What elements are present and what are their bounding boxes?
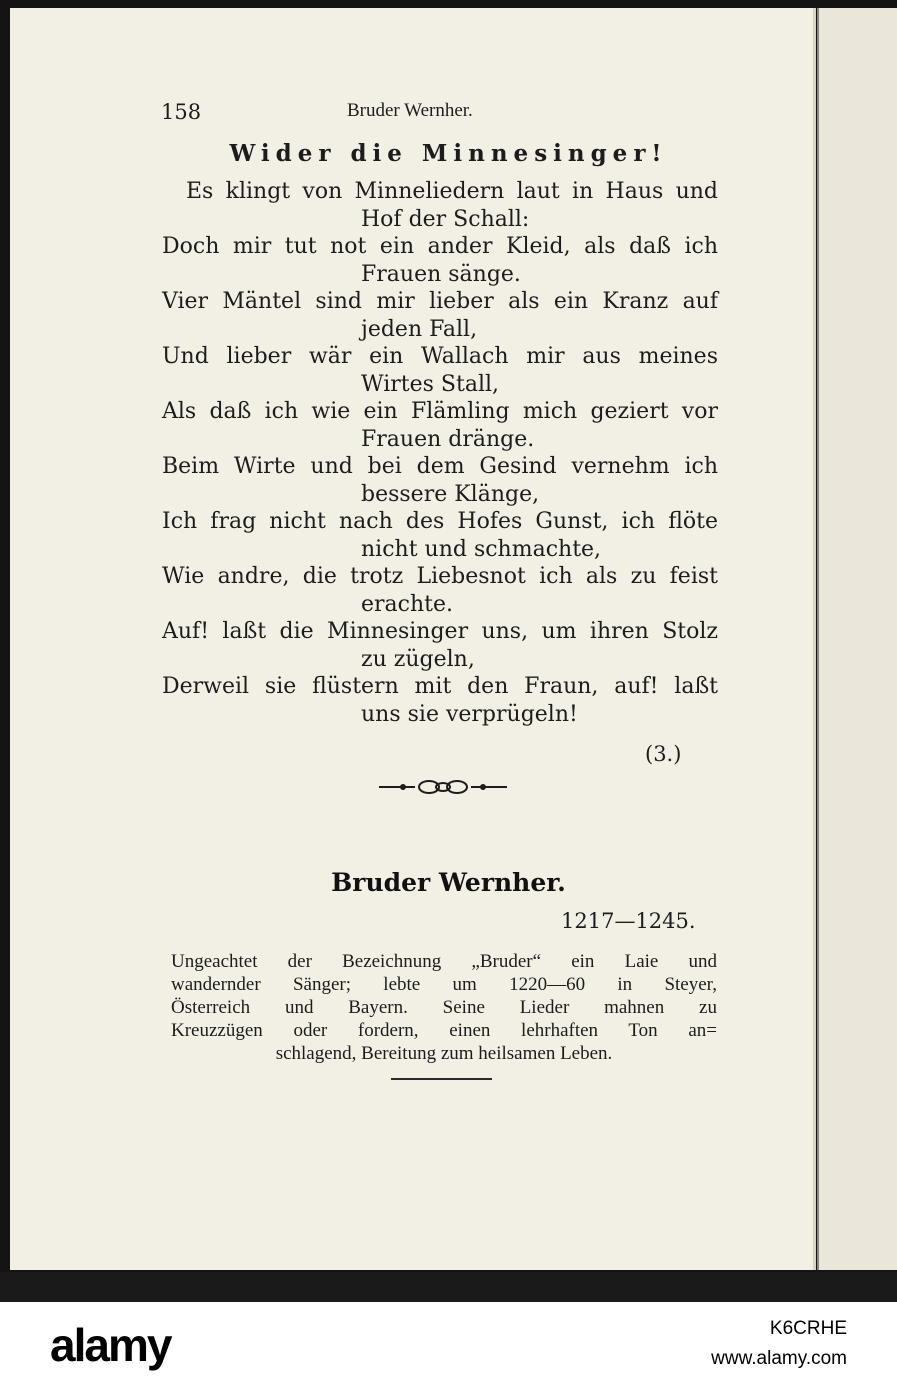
poem-title: Wider die Minnesinger! (229, 140, 668, 167)
section-rule (391, 1078, 492, 1080)
poem-line: Auf! laßt die Minnesinger uns, um ihren Stolz (162, 619, 718, 644)
page-number: 158 (161, 100, 202, 124)
poem-line-continuation: zu zügeln, (361, 646, 475, 672)
poem-line: Vier Mäntel sind mir lieber als ein Kranz auf (162, 289, 718, 314)
site-url: www.alamy.com (711, 1348, 847, 1369)
image-id: K6CRHE (769, 1318, 847, 1339)
bio-line: wandernder Sänger; lebte um 1220—60 in Steyer, (171, 974, 717, 995)
alamy-logo: alamy (50, 1319, 171, 1371)
poem-line-continuation: erachte. (361, 591, 453, 617)
poem-line: Und lieber wär ein Wallach mir aus meines (162, 344, 718, 369)
poem-line: Es klingt von Minneliedern laut in Haus und (186, 179, 718, 204)
bio-line: Kreuzzügen oder fordern, einen lehrhaften Ton an= (171, 1020, 717, 1041)
poem-line-continuation: Frauen sänge. (361, 261, 521, 287)
poem-line: Beim Wirte und bei dem Gesind vernehm ich (162, 454, 718, 479)
poem-number: (3.) (645, 742, 682, 766)
watermark-footer (0, 1302, 897, 1390)
poem-line-continuation: uns sie verprügeln! (361, 701, 578, 727)
poem-line: Ich frag nicht nach des Hofes Gunst, ich flöte (162, 509, 718, 534)
page-header (0, 100, 897, 130)
bio-line: Ungeachtet der Bezeichnung „Bruder“ ein Laie und (171, 951, 717, 972)
running-head: Bruder Wernher. (347, 100, 473, 121)
poem-line-continuation: Frauen dränge. (361, 426, 535, 452)
scan-bottom-edge (0, 1272, 897, 1302)
bio-line: schlagend, Bereitung zum heilsamen Leben. (275, 1043, 613, 1064)
poem-line-continuation: Hof der Schall: (361, 206, 530, 232)
poem-line-continuation: Wirtes Stall, (361, 371, 500, 397)
author-heading: Bruder Wernher. (331, 868, 566, 897)
adjacent-page-edge (817, 8, 897, 1270)
poem-line: Doch mir tut not ein ander Kleid, als daß ich (162, 234, 718, 259)
poem-line: Wie andre, die trotz Liebesnot ich als zu feist (162, 564, 718, 589)
poem-line: Als daß ich wie ein Flämling mich geziert vor (162, 399, 718, 424)
poem-line-continuation: jeden Fall, (361, 316, 478, 342)
author-biography (171, 950, 717, 1065)
poem-body (162, 178, 718, 728)
author-dates: 1217—1245. (561, 909, 696, 933)
poem-line: Derweil sie flüstern mit den Fraun, auf! laßt (162, 674, 718, 699)
ornament-divider-icon (379, 777, 507, 797)
poem-line-continuation: bessere Klänge, (361, 481, 540, 507)
bio-line: Österreich und Bayern. Seine Lieder mahnen zu (171, 997, 717, 1018)
poem-line-continuation: nicht und schmachte, (361, 536, 602, 562)
